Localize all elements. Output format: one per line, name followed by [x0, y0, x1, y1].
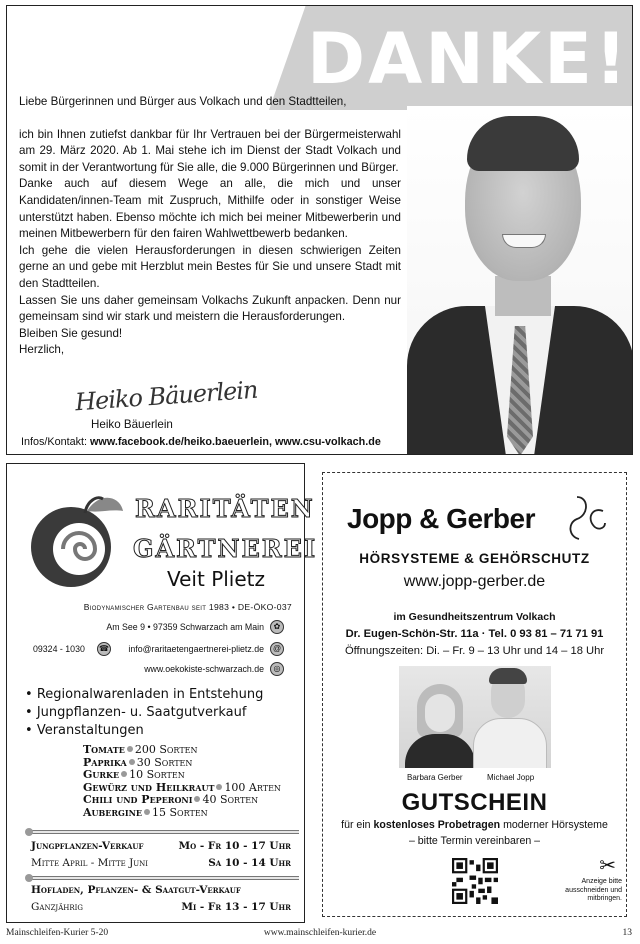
divider	[29, 830, 299, 834]
candidate-portrait	[407, 106, 633, 455]
globe-icon: ◎	[270, 662, 284, 676]
variety-row: Gurke 10 Sorten	[83, 768, 185, 781]
list-item: • Jungpflanzen- u. Saatgutverkauf	[25, 704, 263, 722]
list-item: • Regionalwarenladen in Entstehung	[25, 686, 263, 704]
nursery-phone: 09324 - 1030	[33, 644, 85, 654]
letter-paragraph: Lassen Sie uns daher gemeinsam Volkachs Zukunft anpacken. Denn nur gemeinsam sind wir stark und meistern die Herausforderungen.	[19, 293, 401, 324]
voucher-note: – bitte Termin vereinbaren –	[408, 835, 541, 847]
photo-woman-face	[425, 694, 455, 732]
nursery-address: Am See 9 • 97359 Schwarzach am Main	[106, 622, 264, 632]
shop-hours: Hofladen, Pflanzen- & Saatgut-Verkauf Ganzjährig Mi - Fr 13 - 17 Uhr	[31, 884, 291, 913]
photo-man-body	[473, 718, 547, 768]
letter-body	[19, 94, 401, 359]
team-photo	[399, 666, 551, 768]
varieties-list	[83, 744, 281, 819]
opening-hours: Öffnungszeiten: Di. – Fr. 9 – 13 Uhr und 14 – 18 Uhr	[344, 645, 605, 657]
page-number: 13	[622, 928, 632, 938]
jg-monogram-icon	[559, 493, 609, 543]
variety-row: Aubergine 15 Sorten	[83, 805, 208, 819]
danke-title: DANKE!	[307, 18, 630, 100]
scissors-icon: ✂	[599, 855, 616, 877]
seedling-hours: Jungpflanzen-Verkauf Mo - Fr 10 - 17 Uhr Mitte April - Mitte Juni Sa 10 - 14 Uhr	[31, 840, 291, 869]
qr-code-icon[interactable]	[452, 858, 498, 904]
letter-paragraph: Ich gehe die vielen Herausforderungen in diesen schwierigen Zeiten gerne an und gebe mit Herzblut mein Bestes für Sie und unsere Stadt mit den Stadtteilen.	[19, 243, 401, 290]
danke-advertisement	[6, 5, 633, 455]
nursery-name-line2: GÄRTNEREI	[133, 534, 318, 563]
letter-paragraph: Danke auch auf diesem Wege an alle, die mich und unser Kandidaten/innen-Team mit Zuspruch, Mithilfe oder in sonstiger Weise unterstützt haben. Ebenso möchte ich mich bei meiner Mitbewerberin und meinen Mitbewerbern für den fairen Wahlwettbewerb bedanken.	[19, 177, 401, 241]
divider	[29, 876, 299, 880]
signature-name: Heiko Bäuerlein	[91, 418, 173, 431]
nursery-name-line1: RARITÄTEN	[135, 494, 315, 523]
nursery-subtitle: Biodynamischer Gartenbau seit 1983 • DE-ÖKO-037	[83, 602, 292, 612]
services-list	[25, 686, 263, 740]
letter-closing: Herzlich,	[19, 343, 65, 357]
photo-woman-body	[405, 734, 475, 768]
gardening-logo-icon	[25, 491, 125, 591]
letter-paragraph: Bleiben Sie gesund!	[19, 326, 123, 340]
contact-label: Infos/Kontakt:	[21, 436, 88, 448]
nursery-email: info@raritaetengaertnerei-plietz.de	[128, 644, 264, 654]
publication-name: Mainschleifen-Kurier 5-20	[6, 928, 109, 938]
contact-info	[21, 436, 381, 448]
at-icon: @	[270, 642, 284, 656]
company-name: Jopp & Gerber	[347, 503, 535, 534]
nursery-owner: Veit Plietz	[167, 567, 266, 591]
variety-row: Tomate 200 Sorten	[83, 743, 198, 756]
list-item: • Veranstaltungen	[25, 722, 263, 740]
handwritten-signature: Heiko Bäuerlein	[74, 375, 259, 417]
jopp-gerber-coupon[interactable]	[322, 472, 627, 917]
publication-website[interactable]: www.mainschleifen-kurier.de	[263, 928, 377, 938]
company-subtitle: HÖRSYSTEME & GEHÖRSCHUTZ	[359, 551, 590, 566]
letter-greeting: Liebe Bürgerinnen und Bürger aus Volkach und den Stadtteilen,	[19, 95, 347, 108]
photo-man-hair	[489, 668, 527, 684]
raritaeten-advertisement	[6, 463, 318, 923]
voucher-title: GUTSCHEIN	[401, 789, 548, 816]
cut-out-note: Anzeige bitte ausschneiden und mitbringen.	[565, 878, 622, 902]
phone-icon: ☎	[97, 642, 111, 656]
contact-links: www.facebook.de/heiko.baeuerlein, www.csu-volkach.de	[90, 436, 381, 448]
portrait-neck	[495, 276, 551, 316]
nursery-website: www.oekokiste-schwarzach.de	[144, 664, 264, 674]
variety-row: Paprika 30 Sorten	[83, 755, 193, 769]
company-address: Dr. Eugen-Schön-Str. 11a · Tel. 0 93 81 – 71 71 91	[345, 628, 604, 640]
page-footer	[0, 926, 640, 942]
photo-caption-right: Michael Jopp	[487, 773, 535, 782]
portrait-hair	[467, 116, 579, 171]
letter-paragraph: ich bin Ihnen zutiefst dankbar für Ihr Vertrauen bei der Bürgermeisterwahl am 29. März 2020. Ab 1. Mai stehe ich im Dienst der Stadt Volkach und somit in der Verantwortung für Sie alle, die 9.000 Bürgerinnen und Bürger.	[19, 127, 401, 174]
voucher-description: für ein kostenloses Probetragen moderner Hörsysteme	[341, 819, 608, 831]
company-website: www.jopp-gerber.de	[403, 573, 546, 590]
company-location: im Gesundheitszentrum Volkach	[393, 611, 556, 623]
photo-caption-left: Barbara Gerber	[407, 773, 463, 782]
leaf-icon: ✿	[270, 620, 284, 634]
variety-row: Gewürz und Heilkraut 100 Arten	[83, 780, 281, 794]
variety-row: Chili und Peperoni 40 Sorten	[83, 793, 259, 806]
